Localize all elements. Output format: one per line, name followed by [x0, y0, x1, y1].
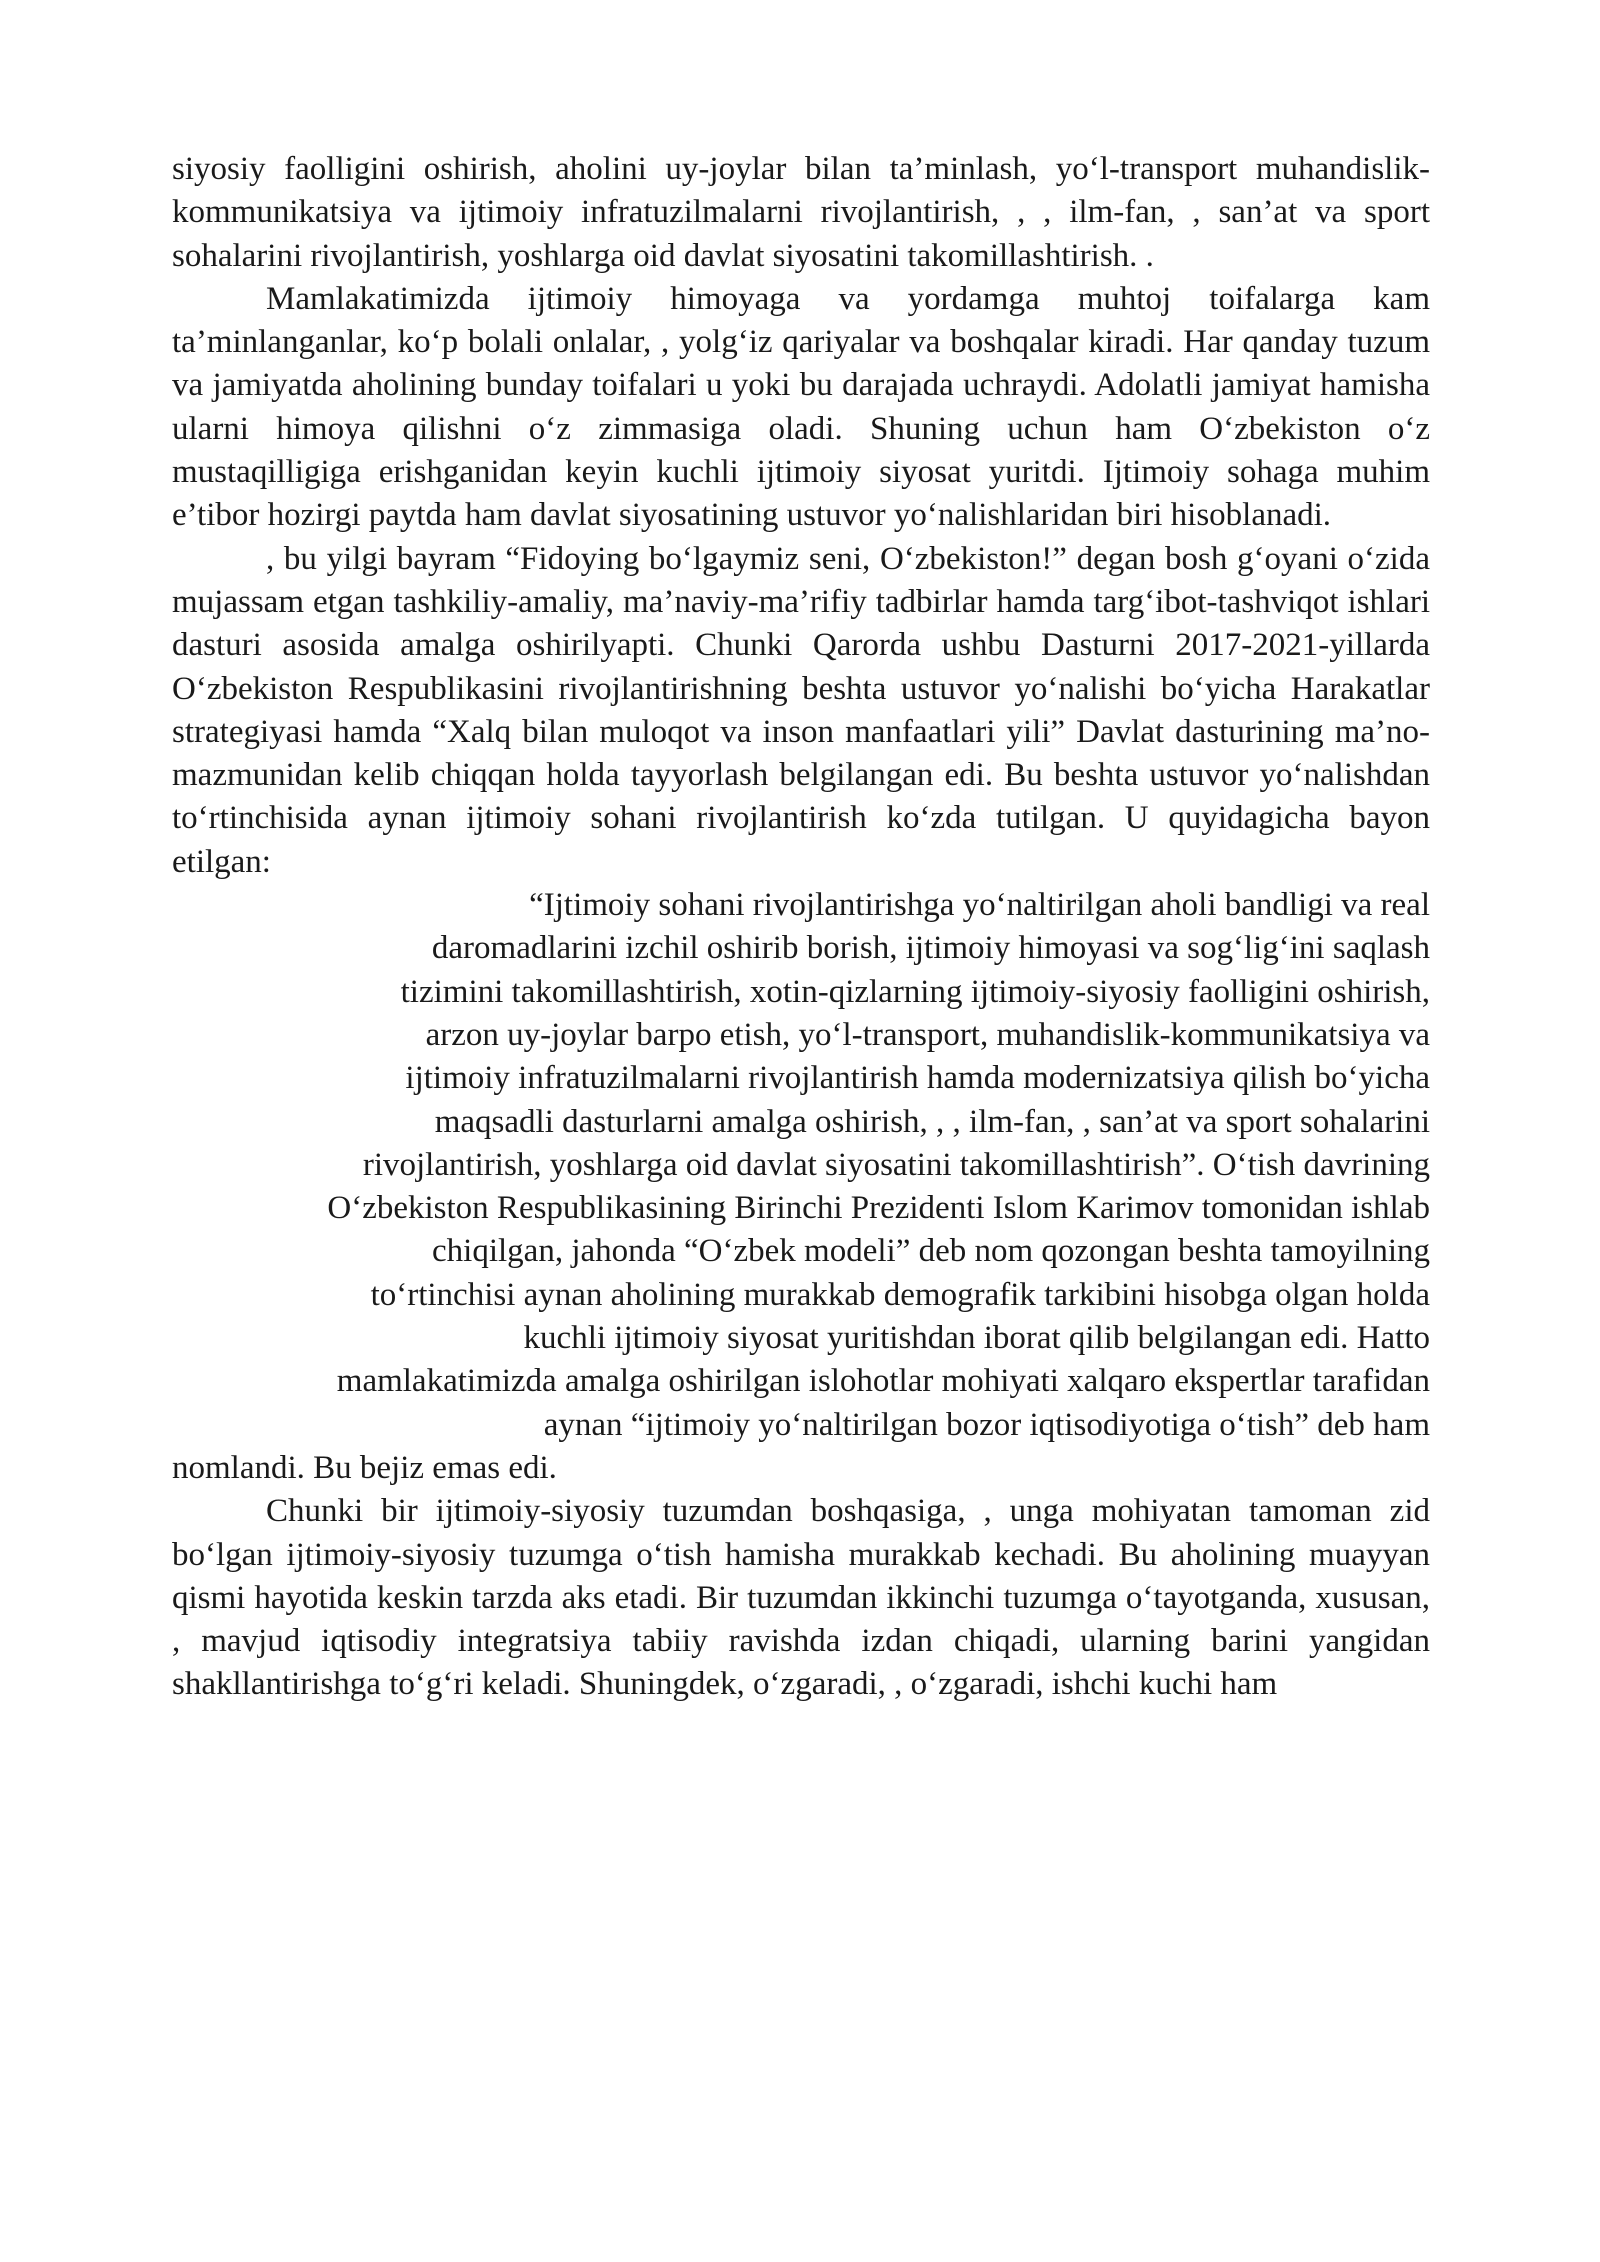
quote-line: daromadlarini izchil oshirib borish, ijtimoiy himoyasi va sog‘lig‘ini saqlash — [431, 930, 1430, 967]
paragraph-3: , bu yilgi bayram “Fidoying bo‘lgaymiz seni, O‘zbekiston!” degan bosh g‘oyani o‘zida mujassam etgan tashkiliy-amaliy, ma’naviy-ma’rifiy tadbirlar hamda targ‘ibot-tashviqot ishlari dasturi asosida amalga oshirilyapti. Chunki Qarorda ushbu Dasturni 2017-2021-yillarda O‘zbekiston Respublikasini rivojlantirishning beshta ustuvor yo‘nalishi bo‘yicha Harakatlar strategiyasi hamda “Xalq bilan muloqot va inson manfaatlari yili” Davlat dasturining ma’no-mazmunidan kelib chiqqan holda tayyorlash belgilangan edi. Bu beshta ustuvor yo‘nalishdan to‘rtinchisida aynan ijtimoiy sohani rivojlantirish ko‘zda tutilgan. U quyidagicha bayon etilgan: — [172, 540, 1430, 880]
quote-line: kuchli ijtimoiy siyosat yuritishdan iborat qilib belgilangan edi. Hatto — [523, 1320, 1430, 1357]
document-page — [172, 148, 1430, 1707]
quote-block — [172, 884, 1430, 1447]
paragraph-1: siyosiy faolligini oshirish, aholini uy-joylar bilan ta’minlash, yo‘l-transport muhandislik-kommunikatsiya va ijtimoiy infratuzilmalarni rivojlantirish, , , ilm-fan, , san’at va sport sohalarini rivojlantirish, yoshlarga oid davlat siyosatini takomillashtirish. . — [172, 151, 1430, 274]
quote-line: O‘zbekiston Respublikasining Birinchi Prezidenti Islom Karimov tomonidan ishlab — [327, 1190, 1430, 1227]
paragraph-2: Mamlakatimizda ijtimoiy himoyaga va yordamga muhtoj toifalarga kam ta’minlanganlar, ko‘p bolali onlalar, , yolg‘iz qariyalar va boshqalar kiradi. Har qanday tuzum va jamiyatda aholining bunday toifalari u yoki bu darajada uchraydi. Adolatli jamiyat hamisha ularni himoya qilishni o‘z zimmasiga oladi. Shuning uchun ham O‘zbekiston o‘z mustaqilligiga erishganidan keyin kuchli ijtimoiy siyosat yuritdi. Ijtimoiy sohaga muhim e’tibor hozirgi paytda ham davlat siyosatining ustuvor yo‘nalishlaridan biri hisoblanadi. — [172, 280, 1430, 534]
quote-line: chiqilgan, jahonda “O‘zbek modeli” deb nom qozongan beshta tamoyilning — [432, 1233, 1430, 1270]
quote-line: tizimini takomillashtirish, xotin-qizlarning ijtimoiy-siyosiy faolligini oshirish, — [400, 973, 1430, 1010]
quote-line: maqsadli dasturlarni amalga oshirish, , , ilm-fan, , san’at va sport sohalarini — [434, 1103, 1430, 1140]
paragraph-final: Chunki bir ijtimoiy-siyosiy tuzumdan boshqasiga, , unga mohiyatan tamoman zid bo‘lgan ijtimoiy-siyosiy tuzumga o‘tish hamisha murakkab kechadi. Bu aholining muayyan qismi hayotida keskin tarzda aks etadi. Bir tuzumdan ikkinchi tuzumga o‘tayotganda, xususan, , mavjud iqtisodiy integratsiya tabiiy ravishda izdan chiqadi, ularning barini yangidan shakllantirishga to‘g‘ri keladi. Shuningdek, o‘zgaradi, , o‘zgaradi, ishchi kuchi ham — [172, 1493, 1430, 1703]
quote-tail: nomlandi. Bu bejiz emas edi. — [172, 1449, 557, 1486]
quote-line: mamlakatimizda amalga oshirilgan islohotlar mohiyati xalqaro ekspertlar tarafidan — [336, 1363, 1430, 1400]
quote-line: rivojlantirish, yoshlarga oid davlat siyosatini takomillashtirish”. O‘tish davrining — [362, 1146, 1430, 1183]
quote-line: to‘rtinchisi aynan aholining murakkab demografik tarkibini hisobga olgan holda — [370, 1276, 1430, 1313]
quote-line: ijtimoiy infratuzilmalarni rivojlantirish hamda modernizatsiya qilish bo‘yicha — [405, 1060, 1430, 1097]
quote-line: arzon uy-joylar barpo etish, yo‘l-transport, muhandislik-kommunikatsiya va — [425, 1016, 1430, 1053]
quote-line: “Ijtimoiy sohani rivojlantirishga yo‘naltirilgan aholi bandligi va real — [529, 887, 1430, 924]
quote-line: aynan “ijtimoiy yo‘naltirilgan bozor iqtisodiyotiga o‘tish” deb ham — [543, 1406, 1430, 1443]
